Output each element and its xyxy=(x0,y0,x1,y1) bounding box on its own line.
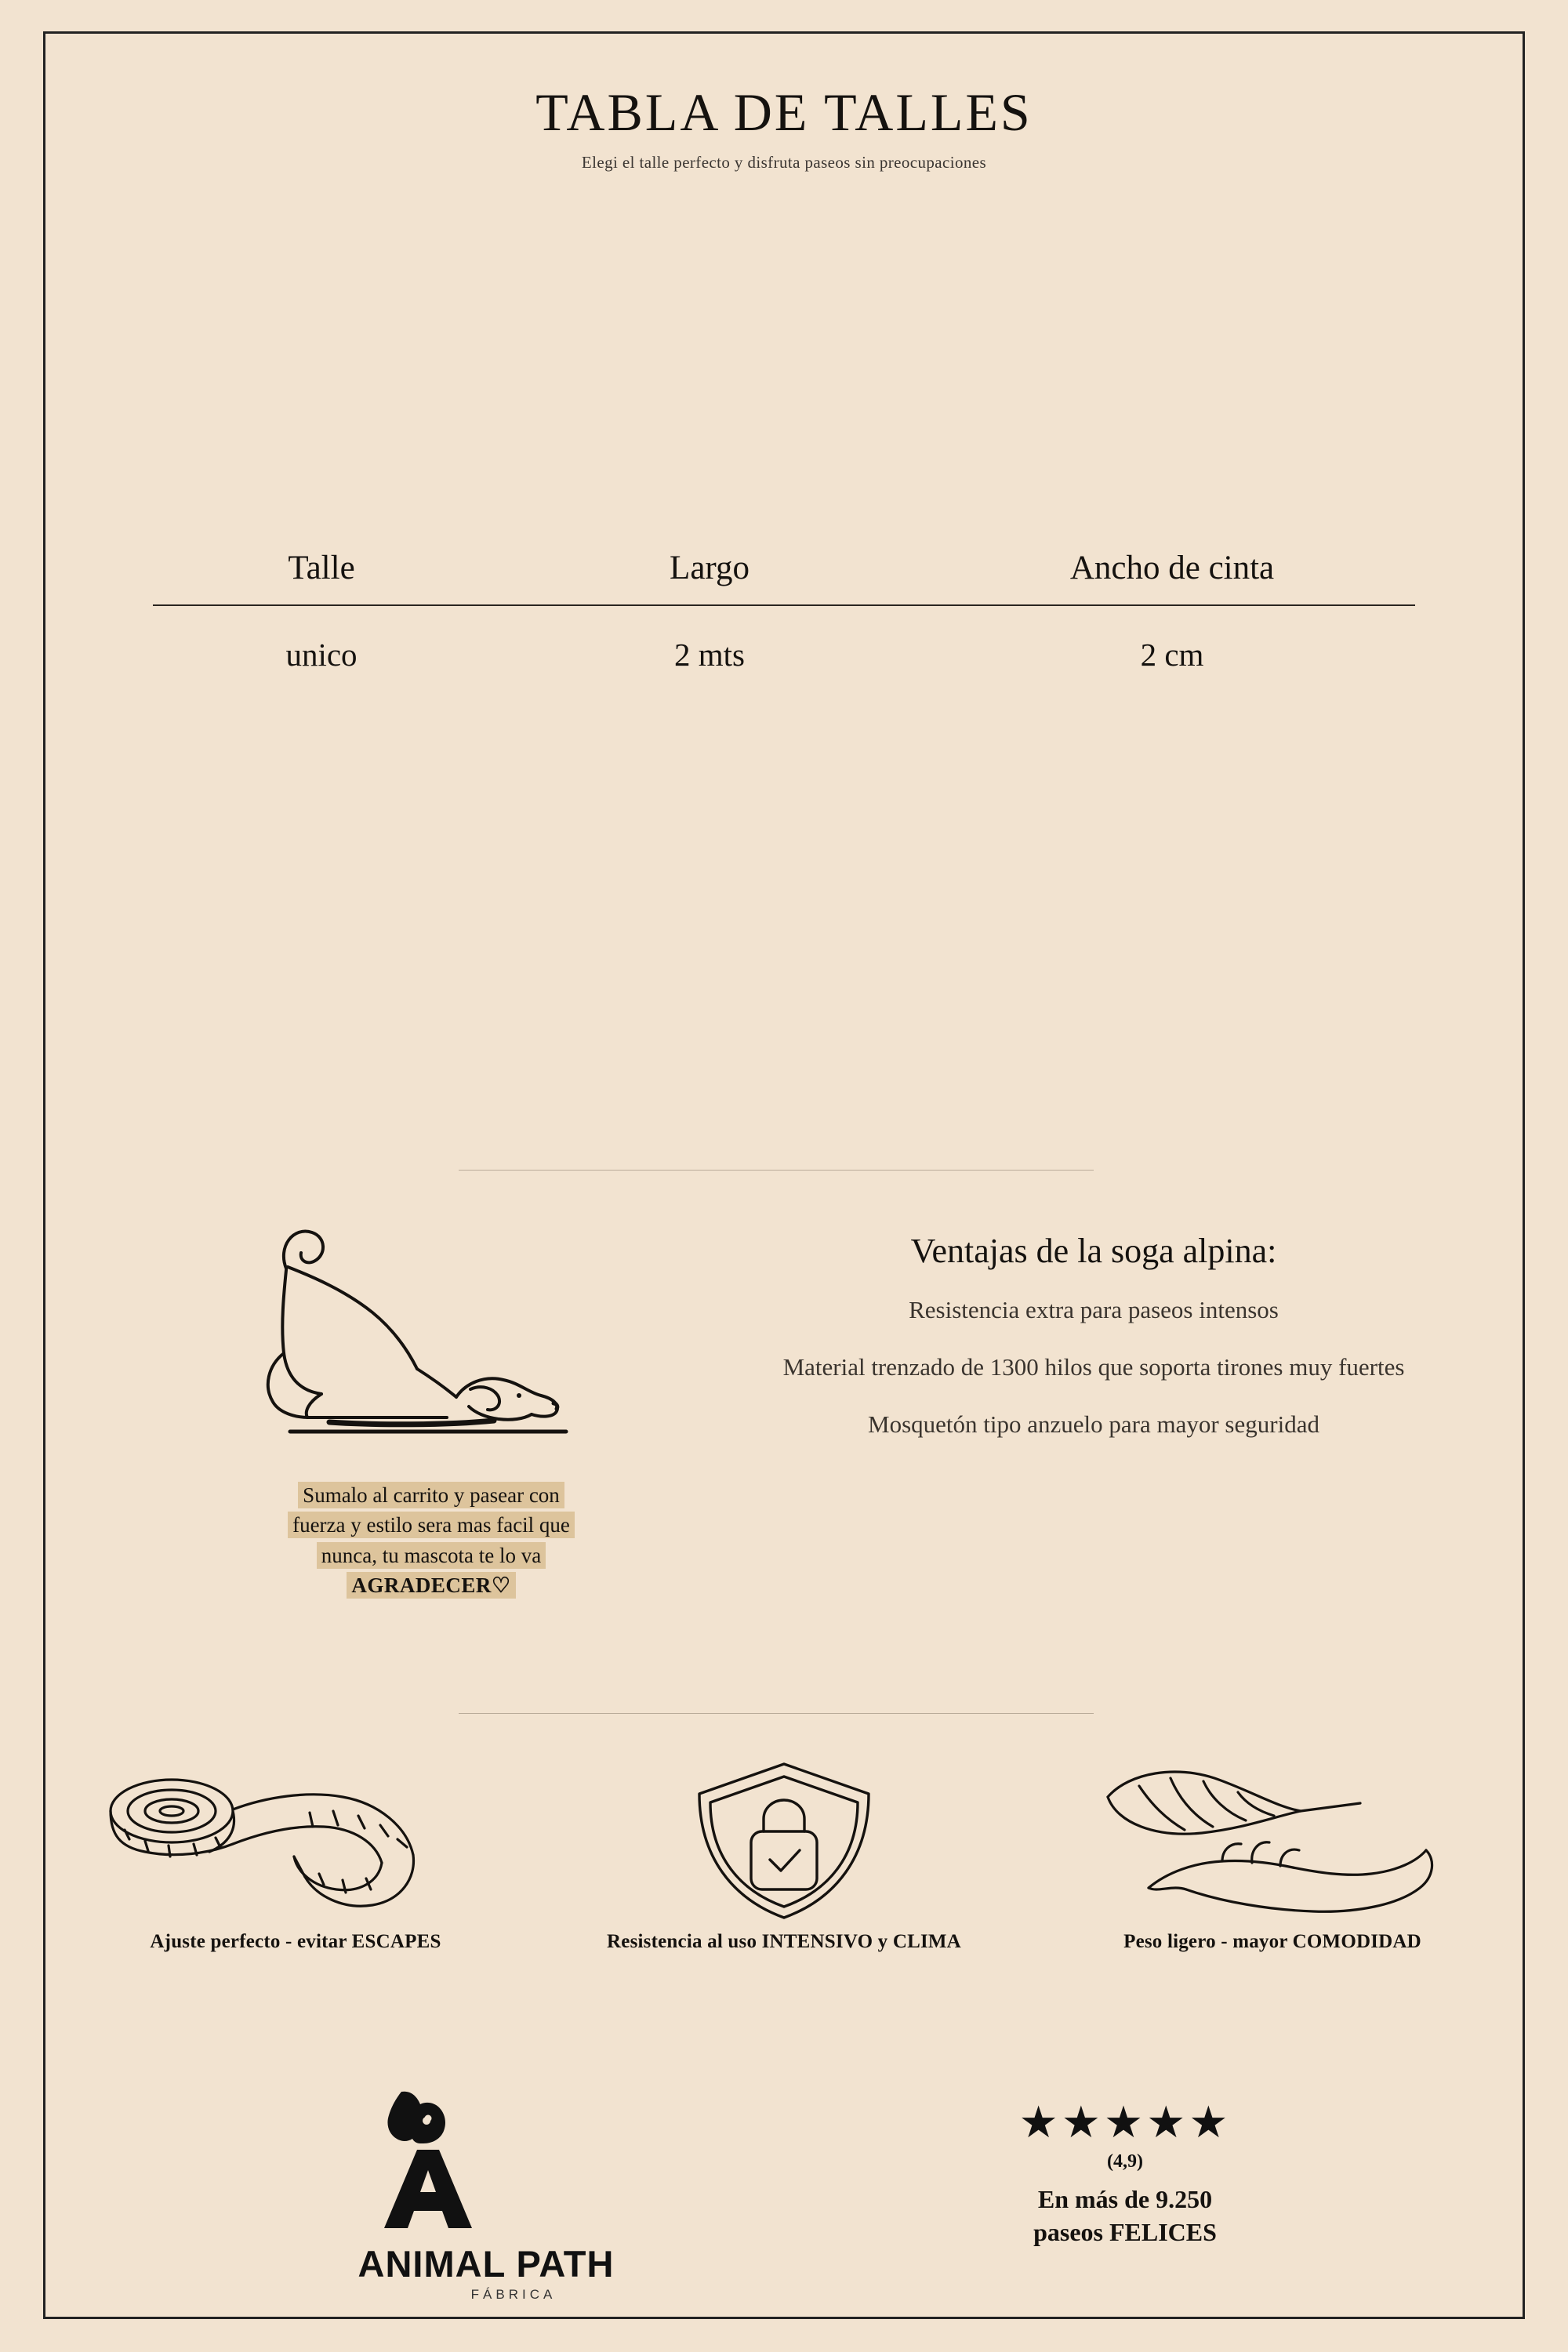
dog-caption-line1: Sumalo al carrito y pasear con xyxy=(298,1482,564,1508)
column-header-largo: Largo xyxy=(670,550,750,586)
feather-hand-icon xyxy=(1037,1756,1508,1925)
benefit-resistance-label: Resistencia al uso INTENSIVO y CLIMA xyxy=(607,1931,961,1952)
page-footer xyxy=(43,2054,1525,2305)
divider-top xyxy=(459,1170,1094,1171)
dog-caption-strong: AGRADECER♡ xyxy=(347,1572,515,1599)
advantage-item-3: Mosquetón tipo anzuelo para mayor seguridad xyxy=(868,1410,1319,1438)
rating-text xyxy=(921,2183,1329,2249)
benefits-row xyxy=(43,1756,1525,1953)
cell-ancho: 2 cm xyxy=(1140,637,1204,673)
benefit-fit-label: Ajuste perfecto - evitar ESCAPES xyxy=(150,1931,441,1952)
rating-stars: ★★★★★ xyxy=(1018,2099,1232,2147)
table-row xyxy=(153,606,1415,673)
table-header-row xyxy=(153,549,1415,604)
size-table xyxy=(153,549,1415,673)
advantages-title: Ventajas de la soga alpina: xyxy=(910,1232,1277,1270)
dog-stretching-icon xyxy=(212,1215,651,1466)
advantage-item-2: Material trenzado de 1300 hilos que soporta tirones muy fuertes xyxy=(782,1352,1405,1381)
dog-caption-line2: fuerza y estilo sera mas facil que xyxy=(288,1512,575,1538)
advantages-block xyxy=(772,1231,1415,1466)
page-subtitle: Elegi el talle perfecto y disfruta paseos sin preocupaciones xyxy=(581,153,987,172)
divider-bottom xyxy=(459,1713,1094,1714)
benefit-lightweight xyxy=(1037,1756,1508,1953)
rating-text-line1: En más de 9.250 xyxy=(1037,2185,1213,2213)
brand-name: ANIMAL PATH xyxy=(358,2243,615,2285)
middle-section xyxy=(43,1192,1525,1693)
rating-block xyxy=(921,2101,1329,2249)
rating-text-line2: paseos FELICES xyxy=(1033,2217,1217,2246)
dog-head-logo-icon xyxy=(329,2085,643,2242)
rating-value: (4,9) xyxy=(1107,2151,1143,2172)
cell-talle: unico xyxy=(285,637,358,673)
column-header-talle: Talle xyxy=(288,550,355,586)
page-content xyxy=(43,31,1525,2319)
benefit-lightweight-label: Peso ligero - mayor COMODIDAD xyxy=(1123,1931,1421,1952)
page-title: TABLA DE TALLES xyxy=(535,82,1033,142)
shield-lock-icon xyxy=(549,1756,1019,1925)
measuring-tape-icon xyxy=(60,1756,531,1925)
dog-caption xyxy=(196,1480,666,1600)
dog-illustration-block xyxy=(180,1215,682,1600)
page-header xyxy=(43,82,1525,172)
brand-block xyxy=(302,2085,670,2303)
benefit-resistance xyxy=(549,1756,1019,1953)
cell-largo: 2 mts xyxy=(674,637,745,673)
dog-caption-line3: nunca, tu mascota te lo va xyxy=(317,1542,546,1569)
advantage-item-1: Resistencia extra para paseos intensos xyxy=(909,1296,1279,1323)
benefit-fit xyxy=(60,1756,531,1953)
brand-sub: FÁBRICA xyxy=(470,2287,557,2302)
column-header-ancho: Ancho de cinta xyxy=(1069,550,1275,586)
